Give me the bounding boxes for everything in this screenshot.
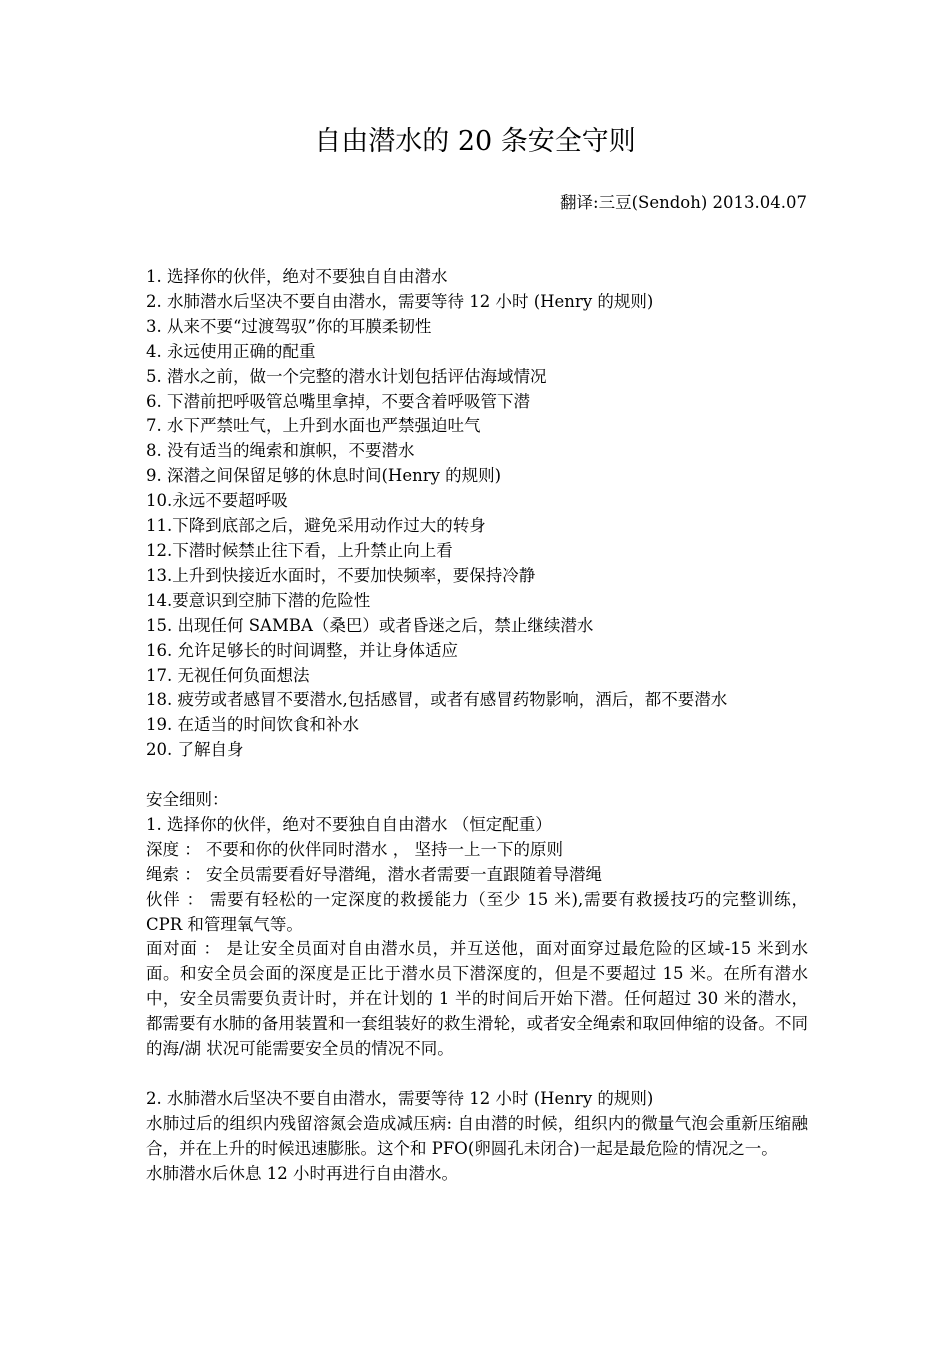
detail-rope: 绳索 ： 安全员需要看好导潜绳，潜水者需要一直跟随着导潜绳 <box>146 864 602 884</box>
detail-buddy: 伙伴 ： 需要有轻松的一定深度的救援能力（至少 15 米),需要有救援技巧的完整训练，CPR 和管理氧气等。 <box>146 889 808 934</box>
rule-item: 6. 下潜前把呼吸管总嘴里拿掉，不要含着呼吸管下潜 <box>146 391 530 411</box>
document-body <box>146 265 808 1187</box>
rule-item: 10.永远不要超呼吸 <box>146 491 288 511</box>
rule-item: 15. 出现任何 SAMBA（桑巴）或者昏迷之后，禁止继续潜水 <box>146 615 594 635</box>
detail-face-to-face: 面对面 ： 是让安全员面对自由潜水员，并互送他，面对面穿过最危险的区域-15 米到水面。和安全员会面的深度是正比于潜水员下潜深度的，但是不要超过 15 米。在所有潜水中，安全员需要负责计时，并在计划的 1 半的时间后开始下潜。任何超过 30 米的潜水，都需要有水肺的备用装置和一套组装好的救生滑轮，或者安全绳索和取回伸缩的设备。不同的海/湖 状况可能需要安全员的情况不同。 <box>146 939 808 1059</box>
details-heading: 安全细则： <box>146 790 229 810</box>
rule-item: 1. 选择你的伙伴，绝对不要独自自由潜水 <box>146 267 448 286</box>
paragraph-gap <box>146 1062 808 1087</box>
rule-item: 16. 允许足够长的时间调整，并让身体适应 <box>146 640 458 660</box>
detail-depth: 深度 ： 不要和你的伙伴同时潜水 ， 坚持一上一下的原则 <box>146 839 563 859</box>
rule-item: 8. 没有适当的绳索和旗帜，不要潜水 <box>146 441 415 461</box>
document-title: 自由潜水的 20 条安全守则 <box>314 126 636 157</box>
rule-item: 19. 在适当的时间饮食和补水 <box>146 715 359 735</box>
rule-item: 11.下降到底部之后，避免采用动作过大的转身 <box>146 516 486 536</box>
rule-item: 14.要意识到空肺下潜的危险性 <box>146 590 371 610</box>
safety-details <box>146 788 808 1186</box>
translator-credit: 翻译:三豆(Sendoh) 2013.04.07 <box>560 193 807 212</box>
rule-item: 5. 潜水之前，做一个完整的潜水计划包括评估海域情况 <box>146 366 547 386</box>
rule-item: 9. 深潜之间保留足够的休息时间(Henry 的规则) <box>146 466 502 486</box>
rule-item: 20. 了解自身 <box>146 740 244 760</box>
rules-list <box>146 265 808 763</box>
rule-item: 13.上升到快接近水面时，不要加快频率，要保持冷静 <box>146 565 536 585</box>
rule-item: 4. 永远使用正确的配重 <box>146 341 316 361</box>
detail-rule1-title: 1. 选择你的伙伴，绝对不要独自自由潜水 （恒定配重） <box>146 814 552 834</box>
rule-item: 2. 水肺潜水后坚决不要自由潜水，需要等待 12 小时 (Henry 的规则) <box>146 291 654 311</box>
rule-item: 17. 无视任何负面想法 <box>146 665 310 685</box>
rule-item: 12.下潜时候禁止往下看，上升禁止向上看 <box>146 540 453 560</box>
detail-rule2-rest: 水肺潜水后休息 12 小时再进行自由潜水。 <box>146 1163 458 1183</box>
rule-item: 18. 疲劳或者感冒不要潜水,包括感冒，或者有感冒药物影响，酒后，都不要潜水 <box>146 690 728 710</box>
rule-item: 7. 水下严禁吐气，上升到水面也严禁强迫吐气 <box>146 416 481 436</box>
detail-rule2-explain: 水肺过后的组织内残留溶氮会造成减压病: 自由潜的时候，组织内的微量气泡会重新压缩融合，并在上升的时候迅速膨胀。这个和 PFO(卵圆孔未闭合)一起是最危险的情况之一。 <box>146 1113 808 1158</box>
paragraph-gap <box>146 763 808 788</box>
rule-item: 3. 从来不要“过渡驾驭”你的耳膜柔韧性 <box>146 316 432 336</box>
detail-rule2-title: 2. 水肺潜水后坚决不要自由潜水，需要等待 12 小时 (Henry 的规则) <box>146 1088 654 1108</box>
